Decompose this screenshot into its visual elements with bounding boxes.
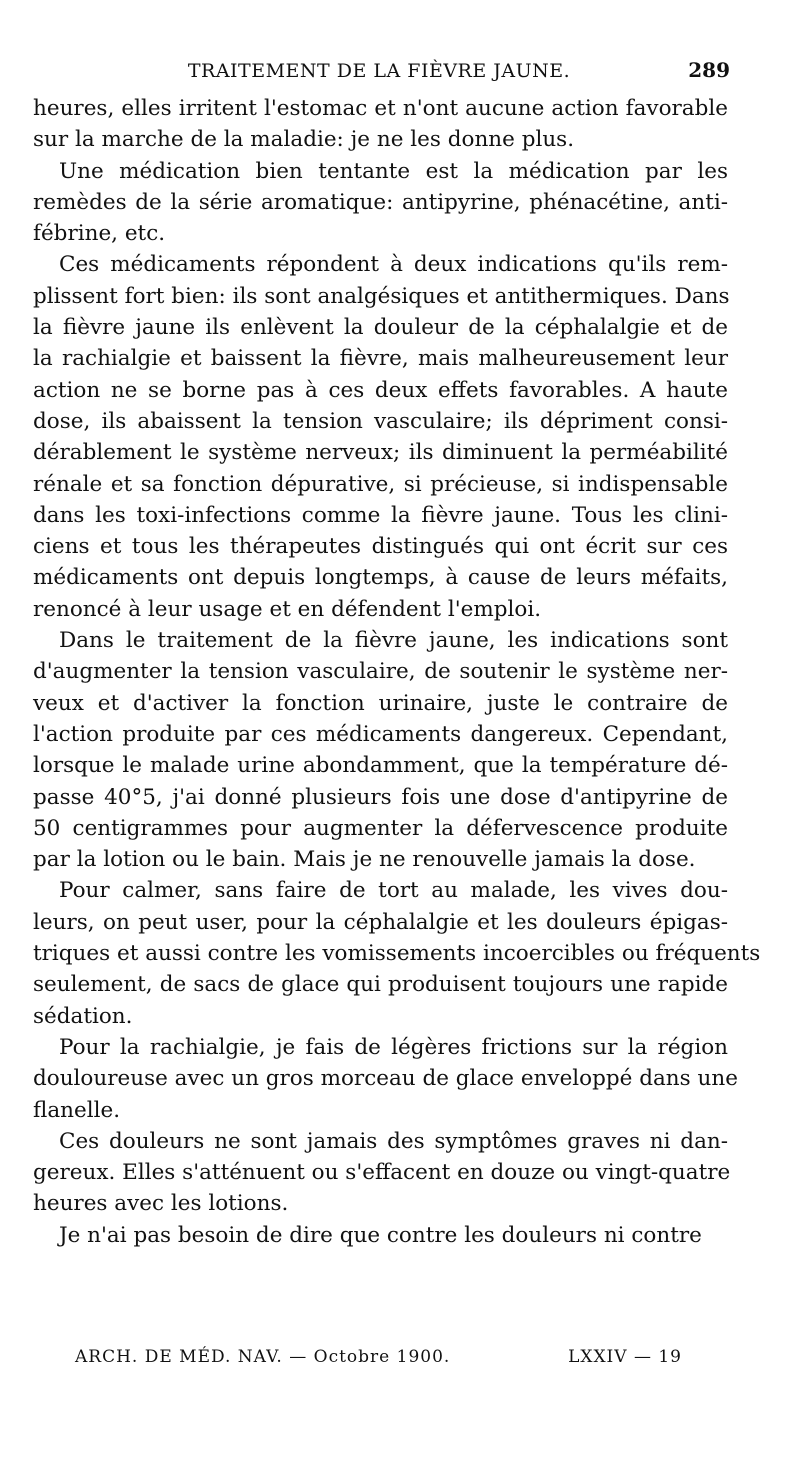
text-line: Ces douleurs ne sont jamais des symptômes graves ni dan- [59,1128,728,1154]
paragraph [33,1220,728,1251]
paragraph [33,249,728,625]
text-line: Je n'ai pas besoin de dire que contre les douleurs ni contre [59,1222,702,1248]
page-header [28,58,730,88]
text-line: dans les toxi-infections comme la fièvre jaune. Tous les clini- [33,502,728,528]
text-line: dérablement le système nerveux; ils diminuent la perméabilité [33,440,728,466]
text-line: seulement, de sacs de glace qui produisent toujours une rapide [33,972,728,998]
text-line: Ces médicaments répondent à deux indications qu'ils rem- [59,252,728,278]
text-line: d'augmenter la tension vasculaire, de soutenir le système ner- [33,659,728,685]
text-line: dose, ils abaissent la tension vasculaire; ils dépriment consi- [33,408,728,434]
body-text [33,93,761,1251]
text-line: gereux. Elles s'atténuent ou s'effacent en douze ou vingt-quatre [33,1160,731,1186]
footer-journal-reference: ARCH. DE MÉD. NAV. — Octobre 1900. [75,1347,451,1367]
text-line: la rachialgie et baissent la fièvre, mais malheureusement leur [33,346,728,372]
text-line: sur la marche de la maladie: je ne les donne plus. [33,127,575,153]
footer-signature-mark: LXXIV — 19 [568,1347,682,1367]
text-line: heures, elles irritent l'estomac et n'ont aucune action favorable [33,96,728,121]
page-footer [75,1347,682,1373]
paragraph [33,93,728,156]
text-line: ciens et tous les thérapeutes distingués qui ont écrit sur ces [33,534,728,560]
text-line: Une médication bien tentante est la médication par les [59,158,728,184]
text-line: action ne se borne pas à ces deux effets favorables. A haute [33,377,728,403]
text-line: médicaments ont depuis longtemps, à cause de leurs méfaits, [33,565,728,591]
page-number: 289 [688,58,730,82]
text-line: heures avec les lotions. [33,1191,289,1217]
text-line: remèdes de la série aromatique: antipyrine, phénacétine, anti- [33,189,728,215]
text-line: Pour calmer, sans faire de tort au malade, les vives dou- [59,878,728,904]
text-line: veux et d'activer la fonction urinaire, juste le contraire de [33,690,728,716]
text-line: passe 40°5, j'ai donné plusieurs fois une dose d'antipyrine de [33,784,728,810]
text-line: fébrine, etc. [33,221,166,247]
text-line: flanelle. [33,1097,121,1123]
text-line: rénale et sa fonction dépurative, si précieuse, si indispensable [33,471,728,497]
text-line: 50 centigrammes pour augmenter la défervescence produite [33,815,728,841]
paragraph [33,625,728,875]
text-line: triques et aussi contre les vomissements incoercibles ou fréquents [33,941,761,967]
text-line: lorsque le malade urine abondamment, que la température dé- [33,753,728,779]
text-line: douloureuse avec un gros morceau de glace enveloppé dans une [33,1066,738,1092]
paragraph [33,156,728,250]
text-line: l'action produite par ces médicaments dangereux. Cependant, [33,721,728,747]
text-line: sédation. [33,1003,133,1029]
text-line: renoncé à leur usage et en défendent l'emploi. [33,596,542,622]
text-line: Pour la rachialgie, je fais de légères frictions sur la région [59,1034,728,1060]
text-line: plissent fort bien: ils sont analgésiques et antithermiques. Dans [33,283,730,309]
paragraph [33,1126,731,1220]
text-line: par la lotion ou le bain. Mais je ne renouvelle jamais la dose. [33,847,696,873]
text-line: leurs, on peut user, pour la céphalalgie et les douleurs épigas- [33,909,728,935]
text-line: Dans le traitement de la fièvre jaune, les indications sont [59,628,728,654]
running-title: TRAITEMENT DE LA FIÈVRE JAUNE. [187,60,571,82]
paragraph [33,875,761,1031]
text-line: la fièvre jaune ils enlèvent la douleur de la céphalalgie et de [33,315,728,341]
paragraph [33,1032,738,1126]
